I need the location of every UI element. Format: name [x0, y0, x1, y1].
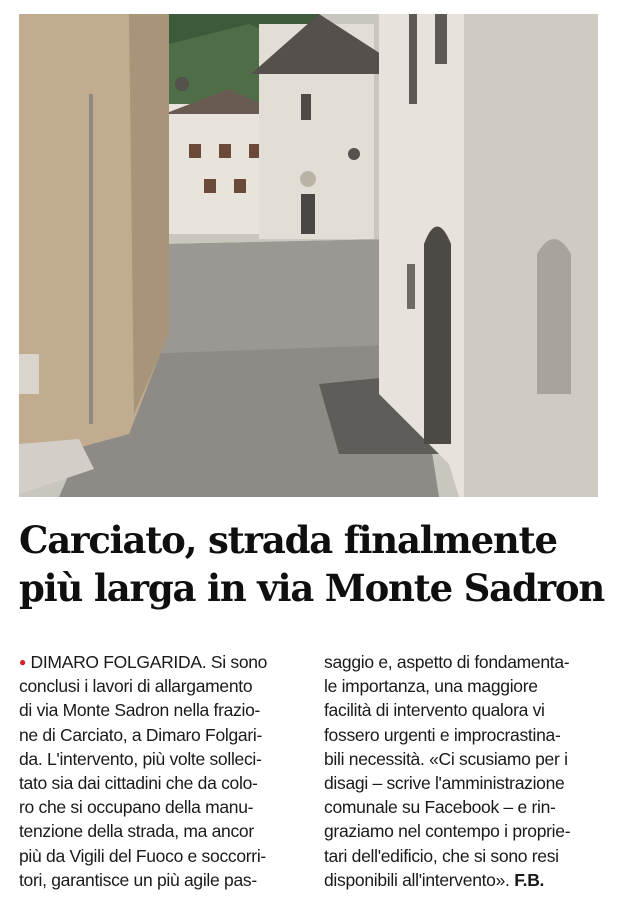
- street-photo-icon: [19, 14, 598, 497]
- dateline: DIMARO FOLGARIDA.: [30, 652, 207, 672]
- article-line: tori, garantisce un più agile pas-: [19, 869, 257, 890]
- article-line: di via Monte Sadron nella frazio-: [19, 700, 261, 721]
- article-line: disponibili all'intervento». F.B.: [324, 869, 545, 890]
- bullet-icon: ●: [19, 655, 26, 669]
- headline-line-1: Carciato, strada finalmente: [19, 518, 557, 562]
- article-line: disagi – scrive l'amministrazione: [324, 773, 565, 794]
- article-line: ro che si occupano della manu-: [19, 797, 254, 818]
- article-line: da. L'intervento, più volte solleci-: [19, 748, 262, 769]
- article-line: tenzione della strada, ma ancor: [19, 821, 254, 842]
- article-line: graziamo nel contempo i proprie-: [324, 821, 571, 842]
- headline-line-2: più larga in via Monte Sadron: [19, 566, 605, 610]
- article-line: saggio e, aspetto di fondamenta-: [324, 652, 570, 672]
- article-line: più da Vigili del Fuoco e soccorri-: [19, 845, 266, 866]
- article-line: fossero urgenti e improcrastina-: [324, 724, 561, 745]
- article-line: ● DIMARO FOLGARIDA. Si sono: [19, 652, 268, 672]
- author-signature: F.B.: [514, 869, 545, 890]
- article-column-2: [324, 650, 596, 892]
- article-photo: [19, 14, 598, 497]
- article-line: ne di Carciato, a Dimaro Folgari-: [19, 724, 262, 745]
- article-line: conclusi i lavori di allargamento: [19, 676, 253, 697]
- article-line: comunale su Facebook – e rin-: [324, 797, 556, 818]
- article-line: tari dell'edificio, che si sono resi: [324, 845, 559, 866]
- article-line: facilità di intervento qualora vi: [324, 700, 545, 721]
- headline: [19, 516, 609, 612]
- article-line: le importanza, una maggiore: [324, 676, 538, 697]
- article-line: bili necessità. «Ci scusiamo per i: [324, 748, 568, 769]
- article-line: tato sia dai cittadini che da colo-: [19, 773, 258, 794]
- article-column-1: [19, 650, 291, 892]
